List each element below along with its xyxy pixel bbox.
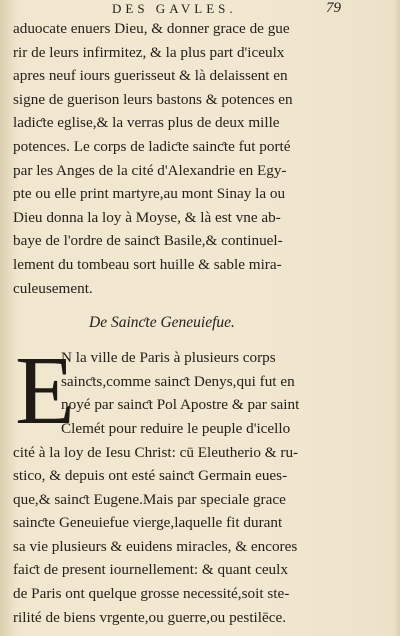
text-line: rir de leurs infirmitez, & la plus part d'iceulx bbox=[13, 43, 285, 61]
text-line: faiƈt de present iournellement: & quant ceulx bbox=[13, 561, 288, 579]
drop-cap: E bbox=[15, 337, 75, 446]
text-line: noyé par sainƈt Pol Apostre & par saint bbox=[61, 396, 300, 414]
text-line: cité à la loy de Iesu Christ: cū Eleutherio & ru- bbox=[13, 443, 299, 461]
text-line: aduocate enuers Dieu, & donner grace de gue bbox=[13, 20, 290, 37]
text-line: culeusement. bbox=[13, 279, 93, 297]
page-number: 79 bbox=[326, 0, 341, 16]
text-line: potences. Le corps de ladiƈte sainƈte fut porté bbox=[13, 137, 291, 155]
running-head: DES GAVLES. bbox=[112, 1, 237, 16]
paragraph-1 bbox=[13, 17, 361, 300]
text-line: sainƈts,comme sainƈt Denys,qui fut en bbox=[61, 372, 295, 390]
text-line: stico, & depuis ont esté sainƈt Germain eues- bbox=[13, 467, 288, 485]
text-line: de Paris ont quelque grosse necessité,soit ste- bbox=[13, 585, 290, 603]
text-block bbox=[13, 17, 361, 629]
text-line: signe de guerison leurs bastons & potences en bbox=[13, 90, 293, 108]
text-line: ladiƈte eglise,& la verras plus de deux mille bbox=[13, 114, 280, 132]
text-line: Dieu donna la loy à Moyse, & là est vne ab- bbox=[13, 208, 281, 226]
text-line: sa vie plusieurs & euidens miracles, & encores bbox=[13, 537, 298, 555]
text-line: lement du tombeau sort huille & sable mira- bbox=[13, 255, 282, 273]
text-line: que,& sainƈt Eugene.Mais par speciale grace bbox=[13, 490, 286, 508]
section-heading: De Sainƈte Geneuiefue. bbox=[89, 314, 235, 332]
text-line: N la ville de Paris à plusieurs corps bbox=[61, 349, 276, 367]
text-line: rilité de biens vrgente,ou guerre,ou pestilēce. bbox=[13, 608, 286, 626]
paragraph-2 bbox=[13, 337, 361, 629]
page-edge-shadow bbox=[394, 0, 400, 636]
text-line: apres neuf iours guerisseut & là delaissent en bbox=[13, 67, 288, 85]
text-line: par les Anges de la cité d'Alexandrie en Egy- bbox=[13, 161, 287, 179]
text-line: Clemét pour reduire le peuple d'icello bbox=[61, 419, 291, 437]
text-line: sainƈte Geneuiefue vierge,laquelle fit durant bbox=[13, 514, 283, 532]
text-line: baye de l'ordre de sainƈt Basile,& continuel- bbox=[13, 232, 283, 250]
text-line: pte ou elle print martyre,au mont Sinay la ou bbox=[13, 185, 286, 203]
